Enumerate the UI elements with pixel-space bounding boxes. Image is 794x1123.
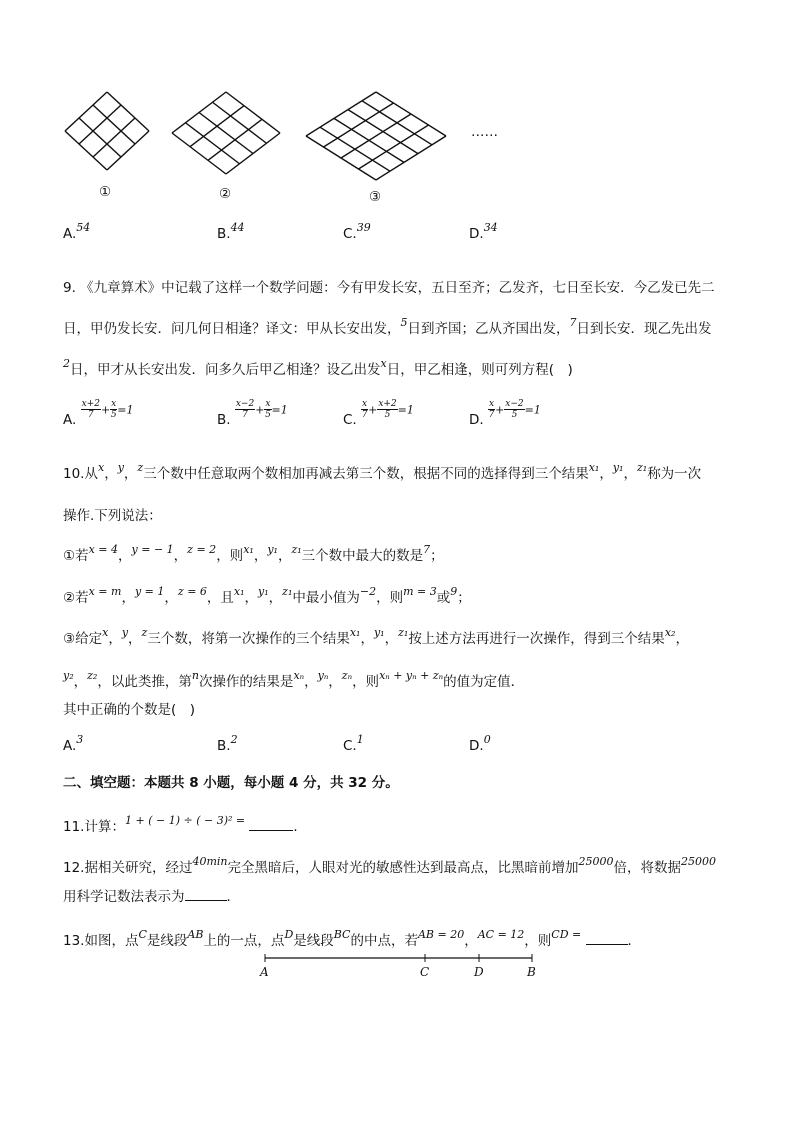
rhombus-grid-figure-2 [172,92,280,174]
q11-expression: 1 + ( − 1) ÷ ( − 3)² = [124,814,246,827]
point-a-label: A [260,965,269,979]
q11: 11.计算：$^{1 + ( - 1) \div ( - 3)^2 =}$ ． [63,814,307,835]
rhombus-grid-figure-1 [65,92,149,170]
q9-line-1: 9. 《九章算术》中记载了这样一个数学问题：今有甲发长安，五日至齐；乙发齐，七日至长安．今乙发已先二 [63,280,715,296]
q12-line-2: 用科学记数法表示为 ． [63,889,240,905]
point-d-label: D [474,965,484,979]
grid-line [324,103,394,147]
q9-option-d[interactable]: D. $\frac{x}{7}$ + $\frac{x-2}{5}$ =1 [469,399,541,428]
q10-line-1: 10.从$^x$，$^y$，$^z$三个数中任意取两个数相加再减去第三个数，根据不同的选择得到三个结果$^{x_1}$，$^{y_1}$，$^{z_1}$称为一次 [63,461,702,482]
option-letter: A. [63,226,77,242]
grid-line [359,125,429,169]
option-letter: D. [469,226,484,242]
q9-option-a[interactable]: A. $\frac{x+2}{7}$ + $\frac{x}{5}$ =1 [63,399,134,428]
grid-line [341,114,411,158]
q9-option-c[interactable]: C. $\frac{x}{7}$ + $\frac{x+2}{5}$ =1 [343,399,414,428]
rhombus-grid-figure-3 [306,92,446,180]
option-value: 34 [483,221,498,234]
book-title: 《九章算术》 [80,280,162,296]
q10-statement-1: ①若$^{x = 4}$，$^{y = - 1}$，$^{z = 2}$，则$^{x_1}$，$^{y_1}$，$^{z_1}$三个数中最大的数是$^7$； [63,543,444,564]
figure-2-label: ② [219,186,232,202]
grid-line [376,136,446,180]
q8-option-c[interactable] [343,221,371,242]
point-b-label: B [527,965,536,979]
q11-answer-blank[interactable] [249,830,293,831]
figure-3-label: ③ [369,189,382,205]
q9-option-b[interactable]: B. $\frac{x-2}{7}$ + $\frac{x}{5}$ =1 [217,399,288,428]
q12-line-1: 12.据相关研究，经过$^{40min}$完全黑暗后，人眼对光的敏感性达到最高点，比黑暗前增加$^{25000}$倍，将数据$^{25000}$ [63,855,717,876]
q8-option-a[interactable] [63,221,91,242]
q10-option-c[interactable]: C.$^1$ [343,733,364,754]
grid-line [306,92,376,136]
q10-line-2: 操作.下列说法： [63,508,162,524]
q9-line-3: $^2$日，甲才从长安出发．问多久后甲乙相逢？设乙出发$^x$日，甲乙相逢，则可列方程( ) [63,357,573,378]
q10-statement-3-line-2: $^{y_2}$，$^{z_2}$，以此类推，第$^n$次操作的结果是$^{x_n}$，$^{y_n}$，$^{z_n}$，则$^{x_n + y_n + z_n}$的值为定值． [63,669,525,690]
q13-answer-blank[interactable] [586,944,628,945]
q10-option-a[interactable]: A.$^3$ [63,733,84,754]
q10-question: 其中正确的个数是( ) [63,702,196,718]
q10-option-d[interactable]: D.$^0$ [469,733,491,754]
figure-1-label: ① [99,184,112,200]
q10-statement-3-line-1: ③给定$^x$，$^y$，$^z$三个数，将第一次操作的三个结果$^{x_1}$，$^{y_1}$，$^{z_1}$按上述方法再进行一次操作，得到三个结果$^{x_2}$， [63,626,689,647]
option-letter: B. [217,226,231,242]
ellipsis: …… [471,124,498,140]
q8-option-b[interactable] [217,221,245,242]
option-value: 39 [356,221,371,234]
point-c-label: C [420,965,430,979]
q9-line-2: 日，甲仍发长安．问几何日相逢？译文：甲从长安出发，$^5$日到齐国；乙从齐国出发，$^7$日到长安．现乙先出发 [63,316,712,337]
pattern-figures [0,0,794,260]
q13: 13.如图，点$^C$是线段$^{AB}$上的一点，点$^D$是线段$^{BC}$的中点，若$^{AB = 20}$，$^{AC = 12}$，则$^{CD =}$ ． [63,928,642,949]
section-heading: 二、填空题：本题共 8 小题，每小题 4 分，共 32 分。 [63,775,399,791]
q10-statement-2: ②若$^{x = m}$，$^{y = 1}$，$^{z = 6}$，且$^{x_1}$，$^{y_1}$，$^{z_1}$中最小值为$^{-2}$，则$^{m = 3}$或$^9$； [63,585,471,606]
q8-option-d[interactable] [469,221,498,242]
option-letter: C. [343,226,357,242]
q10-option-b[interactable]: B.$^2$ [217,733,238,754]
option-value: 54 [76,221,91,234]
option-value: 44 [230,221,245,234]
q12-answer-blank[interactable] [185,900,227,901]
